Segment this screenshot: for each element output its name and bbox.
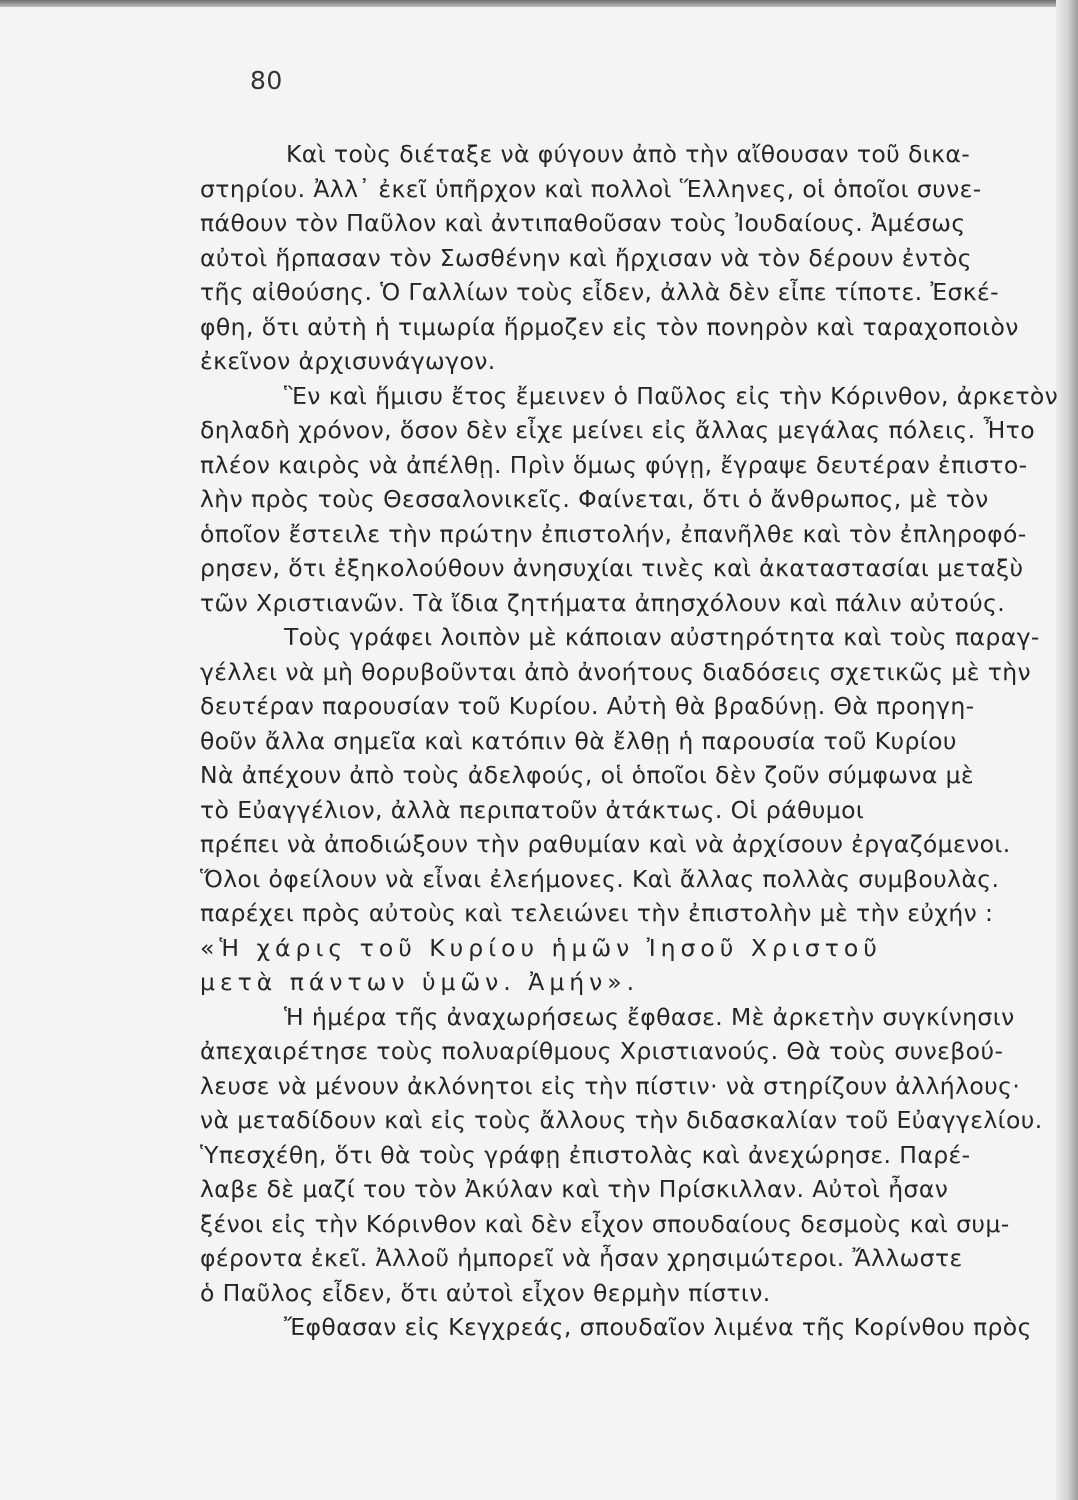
text-line: δευτέραν παρουσίαν τοῦ Κυρίου. Αὐτὴ θὰ βραδύνῃ. Θὰ προηγη- — [200, 692, 975, 720]
text-line: Ἡ ἡμέρα τῆς ἀναχωρήσεως ἔφθασε. Μὲ ἀρκετὴν συγκίνησιν — [284, 1002, 1015, 1031]
quoted-blessing-line: «Ἡ χάρις τοῦ Κυρίου ἡμῶν Ἰησοῦ Χριστοῦ — [200, 933, 882, 962]
text-line: λαβε δὲ μαζί του τὸν Ἀκύλαν καὶ τὴν Πρίσκιλλαν. Αὐτοὶ ἦσαν — [200, 1175, 949, 1203]
text-line: τῶν Χριστιανῶν. Τὰ ἴδια ζητήματα ἀπησχόλουν καὶ πάλιν αὐτούς. — [200, 588, 1006, 617]
text-line: πρέπει νὰ ἀποδιώξουν τὴν ραθυμίαν καὶ νὰ ἀρχίσουν ἐργαζόμενοι. — [200, 830, 1011, 858]
text-line: φθη, ὅτι αὐτὴ ἡ τιμωρία ἥρμοζεν εἰς τὸν πονηρὸν καὶ ταραχοποιὸν — [200, 312, 1019, 341]
text-line: αὐτοὶ ἥρπασαν τὸν Σωσθένην καὶ ἤρχισαν νὰ τὸν δέρουν ἐντὸς — [200, 243, 972, 272]
text-line: τὸ Εὐαγγέλιον, ἀλλὰ περιπατοῦν ἀτάκτως. Οἱ ράθυμοι — [200, 795, 865, 824]
text-line: φέροντα ἐκεῖ. Ἀλλοῦ ἠμπορεῖ νὰ ἦσαν χρησιμώτεροι. Ἄλλωστε — [200, 1244, 963, 1272]
text-line: Ὅλοι ὀφείλουν νὰ εἶναι ἐλεήμονες. Καὶ ἄλλας πολλὰς συμβουλὰς. — [200, 864, 1000, 893]
text-line: στηρίου. Ἀλλ᾽ ἐκεῖ ὑπῆρχον καὶ πολλοὶ Ἕλληνες, οἱ ὁποῖοι συνε- — [200, 174, 982, 203]
text-line: Ὑπεσχέθη, ὅτι θὰ τοὺς γράφῃ ἐπιστολὰς καὶ ἀνεχώρησε. Παρέ- — [200, 1140, 971, 1169]
text-line: ὁ Παῦλος εἶδεν, ὅτι αὐτοὶ εἶχον θερμὴν πίστιν. — [200, 1278, 771, 1307]
page-number: 80 — [250, 66, 283, 95]
text-line: ρησεν, ὅτι ἐξηκολούθουν ἀνησυχίαι τινὲς καὶ ἀκαταστασίαι μεταξὺ — [200, 554, 1024, 582]
text-line: δηλαδὴ χρόνον, ὅσον δὲν εἶχε μείνει εἰς ἄλλας μεγάλας πόλεις. Ἦτο — [200, 416, 1036, 444]
quoted-blessing-line: μετὰ πάντων ὑμῶν. Ἀμήν». — [200, 968, 640, 996]
text-line: Νὰ ἀπέχουν ἀπὸ τοὺς ἀδελφούς, οἱ ὁποῖοι δὲν ζοῦν σύμφωνα μὲ — [200, 761, 975, 789]
text-line: Ἔφθασαν εἰς Κεγχρεάς, σπουδαῖον λιμένα τῆς Κορίνθου πρὸς — [284, 1313, 1032, 1341]
text-line: θοῦν ἄλλα σημεῖα καὶ κατόπιν θὰ ἔλθῃ ἡ παρουσία τοῦ Κυρίου — [200, 726, 957, 755]
text-line: ὁποῖον ἔστειλε τὴν πρώτην ἐπιστολήν, ἐπανῆλθε καὶ τὸν ἐπληροφό- — [200, 519, 1027, 548]
text-line: τῆς αἰθούσης. Ὁ Γαλλίων τοὺς εἶδεν, ἀλλὰ δὲν εἶπε τίποτε. Ἐσκέ- — [200, 278, 1000, 306]
text-line: ἀπεχαιρέτησε τοὺς πολυαρίθμους Χριστιανούς. Θὰ τοὺς συνεβού- — [200, 1037, 1004, 1065]
text-line: λὴν πρὸς τοὺς Θεσσαλονικεῖς. Φαίνεται, ὅτι ὁ ἄνθρωπος, μὲ τὸν — [200, 485, 989, 513]
text-line: παρέχει πρὸς αὐτοὺς καὶ τελειώνει τὴν ἐπιστολὴν μὲ τὴν εὐχήν : — [200, 899, 994, 927]
text-line: πάθουν τὸν Παῦλον καὶ ἀντιπαθοῦσαν τοὺς Ἰουδαίους. Ἀμέσως — [200, 209, 966, 237]
text-line: Ἓν καὶ ἥμισυ ἔτος ἔμεινεν ὁ Παῦλος εἰς τὴν Κόρινθον, ἀρκετὸν — [284, 381, 1059, 410]
text-line: γέλλει νὰ μὴ θορυβοῦνται ἀπὸ ἀνοήτους διαδόσεις σχετικῶς μὲ τὴν — [200, 657, 1032, 686]
text-line: ἐκεῖνον ἀρχισυνάγωγον. — [200, 347, 496, 375]
text-line: λευσε νὰ μένουν ἀκλόνητοι εἰς τὴν πίστιν· νὰ στηρίζουν ἀλλήλους· — [200, 1071, 1021, 1100]
text-line: Καὶ τοὺς διέταξε νὰ φύγουν ἀπὸ τὴν αἴθουσαν τοῦ δικα- — [286, 140, 971, 168]
scan-right-edge — [1056, 0, 1078, 1500]
text-line: νὰ μεταδίδουν καὶ εἰς τοὺς ἄλλους τὴν διδασκαλίαν τοῦ Εὐαγγελίου. — [200, 1106, 1043, 1134]
text-line: Τοὺς γράφει λοιπὸν μὲ κάποιαν αὐστηρότητα καὶ τοὺς παραγ- — [284, 623, 1040, 651]
text-line: πλέον καιρὸς νὰ ἀπέλθῃ. Πρὶν ὅμως φύγῃ, ἔγραψε δευτέραν ἐπιστο- — [200, 450, 1028, 479]
text-line: ξένοι εἰς τὴν Κόρινθον καὶ δὲν εἶχον σπουδαίους δεσμοὺς καὶ συμ- — [200, 1209, 1010, 1238]
body-text — [200, 137, 1059, 1345]
